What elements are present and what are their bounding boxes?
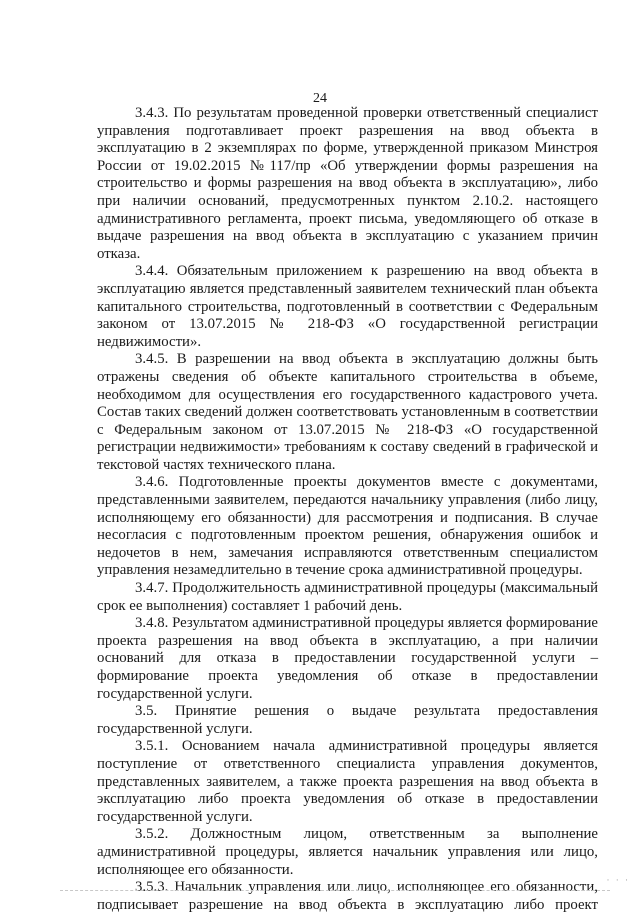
paragraph-3-4-3: 3.4.3. По результатам проведенной проверки ответственный специалист управления подготавливает проект разрешения на ввод объекта в эксплуатацию в 2 экземплярах по форме, утвержденной приказом Минстроя России от 19.02.2015 №117/пр «Об утверждении формы разрешения на строительство и формы разрешения на ввод объекта в эксплуатацию», либо при наличии оснований, предусмотренных пунктом 2.10.2. настоящего административного регламента, проект письма, уведомляющего об отказе в выдаче разрешения на ввод объекта в эксплуатацию с указанием причин отказа. (97, 105, 598, 262)
paragraph-3-5-2: 3.5.2. Должностным лицом, ответственным за выполнение административной процедуры, является начальник управления или лицо, исполняющее его обязанности. (97, 826, 598, 878)
scan-bottom-rule (60, 890, 610, 891)
paragraph-3-5-3: 3.5.3. Начальник управления или лицо, исполняющее его обязанности, подписывает разрешение на ввод объекта в эксплуатацию либо проект (97, 879, 598, 913)
document-body (97, 105, 598, 914)
paragraph-3-4-5: 3.4.5. В разрешении на ввод объекта в эксплуатацию должны быть отражены сведения об объекте капитального строительства в объеме, необходимом для осуществления его государственного кадастрового учета. Состав таких сведений должен соответствовать установленным в соответствии с Федеральным законом от 13.07.2015 № 218-ФЗ «О государственной регистрации недвижимости» требованиям к составу сведений в графической и текстовой частях технического плана. (97, 351, 598, 473)
paragraph-3-4-8: 3.4.8. Результатом административной процедуры является формирование проекта разрешения на ввод объекта в эксплуатацию, а при наличии оснований для отказа в предоставлении государственной услуги – формирование проекта уведомления об отказе в предоставлении государственной услуги. (97, 615, 598, 702)
page-number: 24 (313, 91, 327, 106)
paragraph-3-4-6: 3.4.6. Подготовленные проекты документов вместе с документами, представленными заявителем, передаются начальнику управления (либо лицу, исполняющему его обязанности) для рассмотрения и подписания. В случае несогласия с подготовленным проектом решения, обнаружения ошибок и недочетов в нем, замечания исправляются ответственным специалистом управления незамедлительно в течение срока административной процедуры. (97, 474, 598, 579)
paragraph-3-5: 3.5. Принятие решения о выдаче результата предоставления государственной услуги. (97, 703, 598, 737)
paragraph-3-5-1: 3.5.1. Основанием начала административной процедуры является поступление от ответственного специалиста управления документов, представленных заявителем, а также проекта разрешения на ввод объекта в эксплуатацию либо проекта уведомления об отказе в предоставлении государственной услуги. (97, 738, 598, 825)
paragraph-3-4-7: 3.4.7. Продолжительность административной процедуры (максимальный срок ее выполнения) составляет 1 рабочий день. (97, 580, 598, 614)
paragraph-3-4-4: 3.4.4. Обязательным приложением к разрешению на ввод объекта в эксплуатацию является представленный заявителем технический план объекта капитального строительства, подготовленный в соответствии с Федеральным законом от 13.07.2015 № 218-ФЗ «О государственной регистрации недвижимости». (97, 263, 598, 350)
scan-marks: · · · (606, 875, 630, 885)
